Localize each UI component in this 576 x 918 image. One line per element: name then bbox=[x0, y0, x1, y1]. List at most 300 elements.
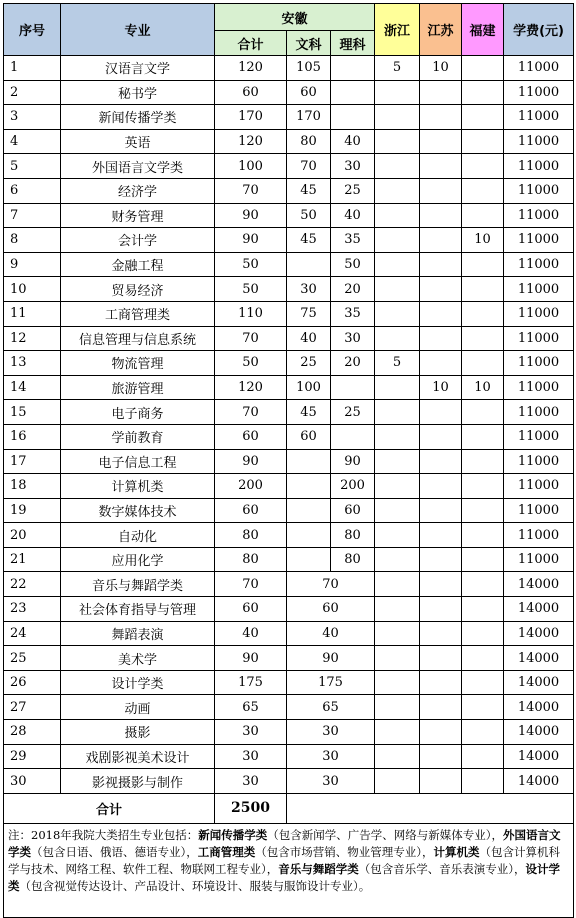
cell-zhejiang bbox=[375, 449, 420, 474]
cell-anhui-merged: 175 bbox=[287, 670, 375, 695]
cell-fee: 11000 bbox=[504, 154, 574, 179]
cell-anhui-like: 80 bbox=[331, 547, 375, 572]
footnote-text: （包含音乐学、音乐表演专业）， bbox=[358, 862, 526, 877]
cell-anhui-total: 120 bbox=[215, 129, 287, 154]
footnote bbox=[4, 823, 574, 917]
cell-anhui-wenke: 25 bbox=[287, 351, 331, 376]
cell-jiangsu bbox=[420, 523, 462, 548]
footnote-category: 计算机类 bbox=[433, 845, 480, 860]
table-row bbox=[4, 424, 574, 449]
cell-anhui-total: 70 bbox=[215, 572, 287, 597]
cell-fujian: 10 bbox=[462, 228, 504, 253]
cell-seq: 6 bbox=[4, 178, 61, 203]
cell-seq: 29 bbox=[4, 744, 61, 769]
cell-anhui-total: 60 bbox=[215, 424, 287, 449]
cell-seq: 1 bbox=[4, 56, 61, 81]
cell-major: 英语 bbox=[61, 129, 215, 154]
cell-jiangsu: 10 bbox=[420, 56, 462, 81]
cell-jiangsu bbox=[420, 646, 462, 671]
footnote-category: 新闻传播学类 bbox=[198, 827, 268, 842]
cell-anhui-total: 30 bbox=[215, 769, 287, 794]
cell-anhui-like: 90 bbox=[331, 449, 375, 474]
cell-fujian bbox=[462, 449, 504, 474]
cell-major: 动画 bbox=[61, 695, 215, 720]
cell-anhui-like: 20 bbox=[331, 351, 375, 376]
cell-anhui-wenke: 70 bbox=[287, 154, 331, 179]
cell-seq: 12 bbox=[4, 326, 61, 351]
cell-fee: 11000 bbox=[504, 105, 574, 130]
cell-fujian: 10 bbox=[462, 375, 504, 400]
cell-anhui-merged: 30 bbox=[287, 744, 375, 769]
table-row bbox=[4, 695, 574, 720]
cell-zhejiang bbox=[375, 228, 420, 253]
table-row bbox=[4, 105, 574, 130]
cell-seq: 25 bbox=[4, 646, 61, 671]
cell-major: 计算机类 bbox=[61, 474, 215, 499]
cell-anhui-like bbox=[331, 375, 375, 400]
cell-anhui-total: 175 bbox=[215, 670, 287, 695]
cell-anhui-total: 60 bbox=[215, 597, 287, 622]
cell-major: 秘书学 bbox=[61, 80, 215, 105]
cell-major: 社会体育指导与管理 bbox=[61, 597, 215, 622]
cell-seq: 7 bbox=[4, 203, 61, 228]
table-row bbox=[4, 498, 574, 523]
cell-zhejiang bbox=[375, 80, 420, 105]
cell-fee: 11000 bbox=[504, 474, 574, 499]
cell-jiangsu: 10 bbox=[420, 375, 462, 400]
footnote-category: 外国语言文学类 bbox=[8, 827, 561, 860]
cell-fujian bbox=[462, 203, 504, 228]
cell-anhui-merged: 40 bbox=[287, 621, 375, 646]
table-row bbox=[4, 129, 574, 154]
cell-fee: 11000 bbox=[504, 424, 574, 449]
header-anhui-total: 合计 bbox=[215, 31, 287, 56]
cell-major: 外国语言文学类 bbox=[61, 154, 215, 179]
cell-anhui-merged: 70 bbox=[287, 572, 375, 597]
footnote-category: 设计学类 bbox=[8, 862, 560, 894]
cell-anhui-like bbox=[331, 105, 375, 130]
cell-jiangsu bbox=[420, 621, 462, 646]
cell-seq: 18 bbox=[4, 474, 61, 499]
cell-fujian bbox=[462, 646, 504, 671]
table-row bbox=[4, 178, 574, 203]
table-row bbox=[4, 720, 574, 745]
cell-anhui-total: 80 bbox=[215, 523, 287, 548]
cell-anhui-like bbox=[331, 80, 375, 105]
table-row bbox=[4, 646, 574, 671]
cell-jiangsu bbox=[420, 400, 462, 425]
cell-anhui-total: 100 bbox=[215, 154, 287, 179]
header-anhui: 安徽 bbox=[215, 4, 375, 31]
cell-anhui-wenke: 170 bbox=[287, 105, 331, 130]
cell-anhui-total: 120 bbox=[215, 375, 287, 400]
summary-empty bbox=[287, 793, 574, 823]
cell-major: 戏剧影视美术设计 bbox=[61, 744, 215, 769]
cell-anhui-like: 25 bbox=[331, 400, 375, 425]
header-fujian: 福建 bbox=[462, 4, 504, 56]
cell-seq: 22 bbox=[4, 572, 61, 597]
cell-anhui-like: 25 bbox=[331, 178, 375, 203]
cell-anhui-merged: 30 bbox=[287, 720, 375, 745]
admission-plan-table bbox=[3, 3, 574, 918]
cell-zhejiang bbox=[375, 424, 420, 449]
table-body bbox=[4, 56, 574, 794]
cell-major: 影视摄影与制作 bbox=[61, 769, 215, 794]
cell-anhui-merged: 65 bbox=[287, 695, 375, 720]
cell-anhui-total: 90 bbox=[215, 449, 287, 474]
cell-zhejiang bbox=[375, 154, 420, 179]
cell-anhui-wenke: 60 bbox=[287, 424, 331, 449]
cell-fujian bbox=[462, 695, 504, 720]
cell-anhui-like: 40 bbox=[331, 129, 375, 154]
cell-zhejiang bbox=[375, 277, 420, 302]
cell-anhui-total: 50 bbox=[215, 351, 287, 376]
cell-anhui-total: 90 bbox=[215, 646, 287, 671]
cell-anhui-total: 120 bbox=[215, 56, 287, 81]
cell-seq: 30 bbox=[4, 769, 61, 794]
cell-jiangsu bbox=[420, 572, 462, 597]
cell-seq: 13 bbox=[4, 351, 61, 376]
cell-anhui-total: 30 bbox=[215, 720, 287, 745]
cell-seq: 2 bbox=[4, 80, 61, 105]
cell-fee: 14000 bbox=[504, 769, 574, 794]
cell-zhejiang bbox=[375, 597, 420, 622]
cell-fee: 11000 bbox=[504, 277, 574, 302]
cell-seq: 17 bbox=[4, 449, 61, 474]
cell-fujian bbox=[462, 105, 504, 130]
table-row bbox=[4, 621, 574, 646]
cell-zhejiang bbox=[375, 203, 420, 228]
cell-jiangsu bbox=[420, 547, 462, 572]
footnote-text: （包含视觉传达设计、产品设计、环境设计、服装与服饰设计专业）。 bbox=[19, 879, 371, 894]
cell-anhui-wenke: 45 bbox=[287, 178, 331, 203]
cell-jiangsu bbox=[420, 277, 462, 302]
cell-fee: 11000 bbox=[504, 547, 574, 572]
cell-anhui-like: 60 bbox=[331, 498, 375, 523]
cell-fujian bbox=[462, 424, 504, 449]
cell-jiangsu bbox=[420, 695, 462, 720]
cell-major: 摄影 bbox=[61, 720, 215, 745]
cell-anhui-wenke: 50 bbox=[287, 203, 331, 228]
cell-zhejiang bbox=[375, 375, 420, 400]
cell-jiangsu bbox=[420, 720, 462, 745]
cell-zhejiang bbox=[375, 720, 420, 745]
cell-fujian bbox=[462, 301, 504, 326]
cell-fujian bbox=[462, 498, 504, 523]
cell-anhui-wenke: 60 bbox=[287, 80, 331, 105]
cell-seq: 9 bbox=[4, 252, 61, 277]
footnote-text: （包含计算机科学与技术、网络工程、软件工程、物联网工程专业）， bbox=[8, 845, 560, 877]
table-row bbox=[4, 769, 574, 794]
cell-zhejiang bbox=[375, 670, 420, 695]
cell-anhui-merged: 30 bbox=[287, 769, 375, 794]
cell-anhui-total: 70 bbox=[215, 326, 287, 351]
cell-anhui-like: 50 bbox=[331, 252, 375, 277]
cell-seq: 3 bbox=[4, 105, 61, 130]
cell-fujian bbox=[462, 572, 504, 597]
table-row bbox=[4, 351, 574, 376]
cell-fee: 14000 bbox=[504, 744, 574, 769]
cell-anhui-wenke bbox=[287, 547, 331, 572]
cell-fujian bbox=[462, 277, 504, 302]
cell-anhui-like: 20 bbox=[331, 277, 375, 302]
cell-seq: 11 bbox=[4, 301, 61, 326]
cell-fujian bbox=[462, 547, 504, 572]
cell-fee: 11000 bbox=[504, 203, 574, 228]
cell-seq: 27 bbox=[4, 695, 61, 720]
cell-fee: 11000 bbox=[504, 80, 574, 105]
cell-jiangsu bbox=[420, 154, 462, 179]
footnote-text: 注：2018年我院大类招生专业包括： bbox=[8, 827, 199, 842]
cell-seq: 21 bbox=[4, 547, 61, 572]
table-row bbox=[4, 547, 574, 572]
cell-anhui-total: 170 bbox=[215, 105, 287, 130]
table-row bbox=[4, 474, 574, 499]
cell-fee: 14000 bbox=[504, 670, 574, 695]
cell-anhui-total: 60 bbox=[215, 498, 287, 523]
cell-zhejiang: 5 bbox=[375, 56, 420, 81]
cell-fee: 11000 bbox=[504, 523, 574, 548]
cell-anhui-total: 65 bbox=[215, 695, 287, 720]
cell-fee: 11000 bbox=[504, 400, 574, 425]
cell-seq: 14 bbox=[4, 375, 61, 400]
cell-major: 舞蹈表演 bbox=[61, 621, 215, 646]
cell-fujian bbox=[462, 720, 504, 745]
table-row bbox=[4, 228, 574, 253]
cell-anhui-merged: 60 bbox=[287, 597, 375, 622]
cell-jiangsu bbox=[420, 449, 462, 474]
cell-jiangsu bbox=[420, 597, 462, 622]
cell-seq: 19 bbox=[4, 498, 61, 523]
cell-anhui-total: 60 bbox=[215, 80, 287, 105]
table-row bbox=[4, 670, 574, 695]
cell-anhui-total: 50 bbox=[215, 277, 287, 302]
cell-anhui-total: 200 bbox=[215, 474, 287, 499]
cell-fee: 11000 bbox=[504, 449, 574, 474]
table-row bbox=[4, 301, 574, 326]
cell-major: 新闻传播学类 bbox=[61, 105, 215, 130]
table-row bbox=[4, 449, 574, 474]
header-anhui-wenke: 文科 bbox=[287, 31, 331, 56]
table-row bbox=[4, 400, 574, 425]
cell-major: 信息管理与信息系统 bbox=[61, 326, 215, 351]
cell-zhejiang bbox=[375, 474, 420, 499]
cell-jiangsu bbox=[420, 474, 462, 499]
cell-zhejiang: 5 bbox=[375, 351, 420, 376]
cell-seq: 15 bbox=[4, 400, 61, 425]
cell-major: 物流管理 bbox=[61, 351, 215, 376]
admission-plan-table-container bbox=[3, 3, 573, 918]
cell-jiangsu bbox=[420, 670, 462, 695]
cell-jiangsu bbox=[420, 498, 462, 523]
table-row bbox=[4, 375, 574, 400]
cell-fee: 11000 bbox=[504, 228, 574, 253]
cell-anhui-like: 35 bbox=[331, 228, 375, 253]
header-zhejiang: 浙江 bbox=[375, 4, 420, 56]
cell-fee: 11000 bbox=[504, 129, 574, 154]
cell-seq: 28 bbox=[4, 720, 61, 745]
cell-seq: 23 bbox=[4, 597, 61, 622]
cell-major: 财务管理 bbox=[61, 203, 215, 228]
cell-anhui-like bbox=[331, 56, 375, 81]
cell-anhui-total: 110 bbox=[215, 301, 287, 326]
cell-jiangsu bbox=[420, 769, 462, 794]
cell-anhui-like: 30 bbox=[331, 326, 375, 351]
cell-major: 汉语言文学 bbox=[61, 56, 215, 81]
cell-fujian bbox=[462, 744, 504, 769]
cell-fujian bbox=[462, 80, 504, 105]
footnote-text: （包含新闻学、广告学、网络与新媒体专业）， bbox=[267, 827, 504, 842]
cell-fujian bbox=[462, 597, 504, 622]
cell-fujian bbox=[462, 621, 504, 646]
cell-anhui-total: 70 bbox=[215, 178, 287, 203]
table-row bbox=[4, 252, 574, 277]
cell-anhui-wenke bbox=[287, 474, 331, 499]
table-row bbox=[4, 572, 574, 597]
cell-jiangsu bbox=[420, 178, 462, 203]
cell-jiangsu bbox=[420, 326, 462, 351]
cell-fee: 11000 bbox=[504, 351, 574, 376]
cell-zhejiang bbox=[375, 301, 420, 326]
cell-major: 金融工程 bbox=[61, 252, 215, 277]
cell-fujian bbox=[462, 769, 504, 794]
cell-seq: 4 bbox=[4, 129, 61, 154]
cell-fee: 14000 bbox=[504, 720, 574, 745]
cell-jiangsu bbox=[420, 80, 462, 105]
cell-anhui-total: 70 bbox=[215, 400, 287, 425]
cell-seq: 10 bbox=[4, 277, 61, 302]
cell-jiangsu bbox=[420, 744, 462, 769]
table-row bbox=[4, 154, 574, 179]
cell-fee: 11000 bbox=[504, 178, 574, 203]
cell-major: 学前教育 bbox=[61, 424, 215, 449]
cell-zhejiang bbox=[375, 105, 420, 130]
cell-anhui-wenke: 105 bbox=[287, 56, 331, 81]
cell-fujian bbox=[462, 523, 504, 548]
cell-anhui-like bbox=[331, 424, 375, 449]
cell-fee: 11000 bbox=[504, 301, 574, 326]
cell-fujian bbox=[462, 252, 504, 277]
cell-seq: 24 bbox=[4, 621, 61, 646]
cell-anhui-like: 40 bbox=[331, 203, 375, 228]
cell-major: 美术学 bbox=[61, 646, 215, 671]
summary-value: 2500 bbox=[215, 793, 287, 823]
table-row bbox=[4, 523, 574, 548]
cell-fujian bbox=[462, 129, 504, 154]
cell-jiangsu bbox=[420, 351, 462, 376]
cell-fee: 11000 bbox=[504, 375, 574, 400]
cell-fee: 14000 bbox=[504, 695, 574, 720]
cell-zhejiang bbox=[375, 129, 420, 154]
header-jiangsu: 江苏 bbox=[420, 4, 462, 56]
cell-major: 旅游管理 bbox=[61, 375, 215, 400]
header-seq: 序号 bbox=[4, 4, 61, 56]
cell-jiangsu bbox=[420, 203, 462, 228]
cell-anhui-wenke bbox=[287, 252, 331, 277]
footnote-text: （包含日语、俄语、德语专业）， bbox=[31, 845, 198, 860]
cell-anhui-total: 30 bbox=[215, 744, 287, 769]
table-row bbox=[4, 744, 574, 769]
cell-fee: 14000 bbox=[504, 572, 574, 597]
header-anhui-like: 理科 bbox=[331, 31, 375, 56]
cell-major: 数字媒体技术 bbox=[61, 498, 215, 523]
cell-major: 会计学 bbox=[61, 228, 215, 253]
cell-anhui-wenke: 75 bbox=[287, 301, 331, 326]
cell-anhui-wenke: 30 bbox=[287, 277, 331, 302]
table-row bbox=[4, 597, 574, 622]
cell-fujian bbox=[462, 400, 504, 425]
cell-jiangsu bbox=[420, 105, 462, 130]
cell-fee: 11000 bbox=[504, 498, 574, 523]
cell-zhejiang bbox=[375, 326, 420, 351]
cell-zhejiang bbox=[375, 744, 420, 769]
cell-jiangsu bbox=[420, 424, 462, 449]
cell-major: 工商管理类 bbox=[61, 301, 215, 326]
cell-anhui-like: 35 bbox=[331, 301, 375, 326]
cell-anhui-total: 80 bbox=[215, 547, 287, 572]
cell-anhui-wenke bbox=[287, 498, 331, 523]
cell-anhui-like: 80 bbox=[331, 523, 375, 548]
table-row bbox=[4, 203, 574, 228]
cell-jiangsu bbox=[420, 228, 462, 253]
cell-fee: 11000 bbox=[504, 252, 574, 277]
cell-seq: 8 bbox=[4, 228, 61, 253]
table-row bbox=[4, 326, 574, 351]
cell-zhejiang bbox=[375, 572, 420, 597]
cell-zhejiang bbox=[375, 400, 420, 425]
cell-zhejiang bbox=[375, 498, 420, 523]
table-row bbox=[4, 277, 574, 302]
cell-major: 电子商务 bbox=[61, 400, 215, 425]
cell-anhui-wenke bbox=[287, 523, 331, 548]
cell-seq: 16 bbox=[4, 424, 61, 449]
header-fee: 学费(元) bbox=[504, 4, 574, 56]
cell-jiangsu bbox=[420, 129, 462, 154]
cell-major: 贸易经济 bbox=[61, 277, 215, 302]
cell-anhui-merged: 90 bbox=[287, 646, 375, 671]
table-row bbox=[4, 80, 574, 105]
cell-anhui-like: 30 bbox=[331, 154, 375, 179]
summary-label: 合计 bbox=[4, 793, 215, 823]
cell-jiangsu bbox=[420, 252, 462, 277]
cell-zhejiang bbox=[375, 621, 420, 646]
cell-major: 应用化学 bbox=[61, 547, 215, 572]
cell-fee: 14000 bbox=[504, 646, 574, 671]
cell-anhui-wenke: 40 bbox=[287, 326, 331, 351]
cell-fujian bbox=[462, 178, 504, 203]
cell-zhejiang bbox=[375, 178, 420, 203]
cell-anhui-wenke: 100 bbox=[287, 375, 331, 400]
cell-zhejiang bbox=[375, 646, 420, 671]
cell-major: 经济学 bbox=[61, 178, 215, 203]
cell-fee: 14000 bbox=[504, 597, 574, 622]
cell-anhui-wenke: 80 bbox=[287, 129, 331, 154]
cell-anhui-total: 90 bbox=[215, 228, 287, 253]
cell-anhui-like: 200 bbox=[331, 474, 375, 499]
cell-fujian bbox=[462, 326, 504, 351]
cell-anhui-total: 90 bbox=[215, 203, 287, 228]
footnote-text: （包含市场营销、物业管理专业）， bbox=[255, 845, 434, 860]
cell-seq: 20 bbox=[4, 523, 61, 548]
cell-major: 设计学类 bbox=[61, 670, 215, 695]
cell-jiangsu bbox=[420, 301, 462, 326]
cell-fujian bbox=[462, 670, 504, 695]
footnote-category: 工商管理类 bbox=[197, 845, 256, 860]
cell-anhui-total: 50 bbox=[215, 252, 287, 277]
summary-row bbox=[4, 793, 574, 823]
cell-anhui-total: 40 bbox=[215, 621, 287, 646]
cell-zhejiang bbox=[375, 252, 420, 277]
